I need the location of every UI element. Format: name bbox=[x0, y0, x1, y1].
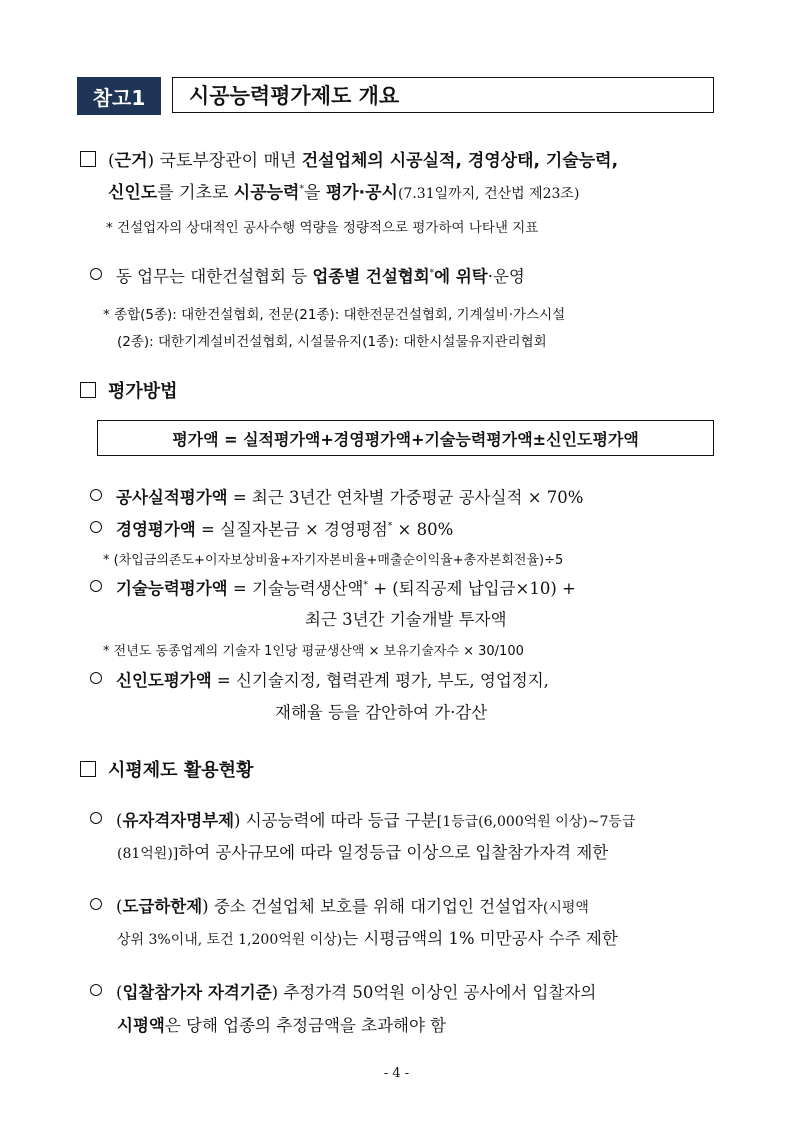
checkbox-square-icon bbox=[80, 382, 96, 398]
bullet-continuation: 시평액은 당해 업종의 추정금액을 초과해야 함 bbox=[117, 1016, 447, 1035]
section-heading: 시평제도 활용현황 bbox=[80, 756, 253, 782]
circle-bullet-icon bbox=[90, 672, 102, 684]
section-heading: 평가방법 bbox=[80, 377, 178, 403]
bullet-item: (입찰참가자 자격기준) 추정가격 50억원 이상인 공사에서 입찰자의 bbox=[90, 979, 596, 1003]
circle-bullet-icon bbox=[90, 580, 102, 592]
circle-bullet-icon bbox=[90, 898, 102, 910]
circle-bullet-icon bbox=[90, 812, 102, 824]
bullet-item: (유자격자명부제) 시공능력에 따라 등급 구분[1등급(6,000억원 이상)~7등급 bbox=[90, 807, 635, 831]
circle-bullet-icon bbox=[90, 521, 102, 533]
formula-box: 평가액 = 실적평가액+경영평가액+기술능력평가액±신인도평가액 bbox=[97, 420, 714, 456]
bullet-continuation: (81억원)]하여 공사규모에 따라 일정등급 이상으로 입찰참가자격 제한 bbox=[117, 843, 609, 862]
footnote: * 종합(5종): 대한건설협회, 전문(21종): 대한전문건설협회, 기계설비·가스시설 bbox=[103, 307, 566, 323]
page-number: - 4 - bbox=[383, 1066, 410, 1081]
bullet-continuation: 최근 3년간 기술개발 투자액 bbox=[305, 610, 507, 629]
circle-bullet-icon bbox=[90, 489, 102, 501]
page-title: 시공능력평가제도 개요 bbox=[172, 77, 714, 113]
bullet-item: (도급하한제) 중소 건설업체 보호를 위해 대기업인 건설업자(시평액 bbox=[90, 893, 589, 917]
circle-bullet-icon bbox=[90, 268, 102, 280]
footnote: (2종): 대한기계설비건설협회, 시설물유지(1종): 대한시설물유지관리협회 bbox=[117, 334, 547, 350]
basis-paragraph-line2: 신인도를 기초로 시공능력*을 평가·공시(7.31일까지, 건산법 제23조) bbox=[108, 183, 580, 203]
bullet-continuation: 재해율 등을 감안하여 가·감산 bbox=[275, 703, 488, 722]
delegation-bullet: 동 업무는 대한건설협회 등 업종별 건설협회*에 위탁·운영 bbox=[90, 263, 525, 287]
footnote: * 건설업자의 상대적인 공사수행 역량을 정량적으로 평가하여 나타낸 지표 bbox=[106, 220, 539, 236]
bullet-item: 공사실적평가액 = 최근 3년간 연차별 가중평균 공사실적 × 70% bbox=[90, 484, 583, 508]
checkbox-square-icon bbox=[80, 761, 96, 777]
bullet-continuation: 상위 3%이내, 토건 1,200억원 이상)는 시평금액의 1% 미만공사 수주 제한 bbox=[117, 929, 618, 948]
checkbox-square-icon bbox=[80, 151, 96, 167]
bullet-item: 경영평가액 = 실질자본금 × 경영평점* × 80% bbox=[90, 516, 453, 540]
basis-paragraph-line1: (근거) 국토부장관이 매년 건설업체의 시공실적, 경영상태, 기술능력, bbox=[80, 146, 618, 171]
footnote: * 전년도 동종업계의 기술자 1인당 평균생산액 × 보유기술자수 × 30/100 bbox=[103, 644, 524, 659]
bullet-item: 신인도평가액 = 신기술지정, 협력관계 평가, 부도, 영업정지, bbox=[90, 667, 549, 691]
circle-bullet-icon bbox=[90, 984, 102, 996]
section-tag: 참고1 bbox=[77, 77, 161, 115]
bullet-item: 기술능력평가액 = 기술능력생산액* + (퇴직공제 납입금×10) + bbox=[90, 575, 576, 599]
footnote: * (차입금의존도+이자보상비율+자기자본비율+매출순이익율+총자본회전율)÷5 bbox=[103, 553, 564, 568]
